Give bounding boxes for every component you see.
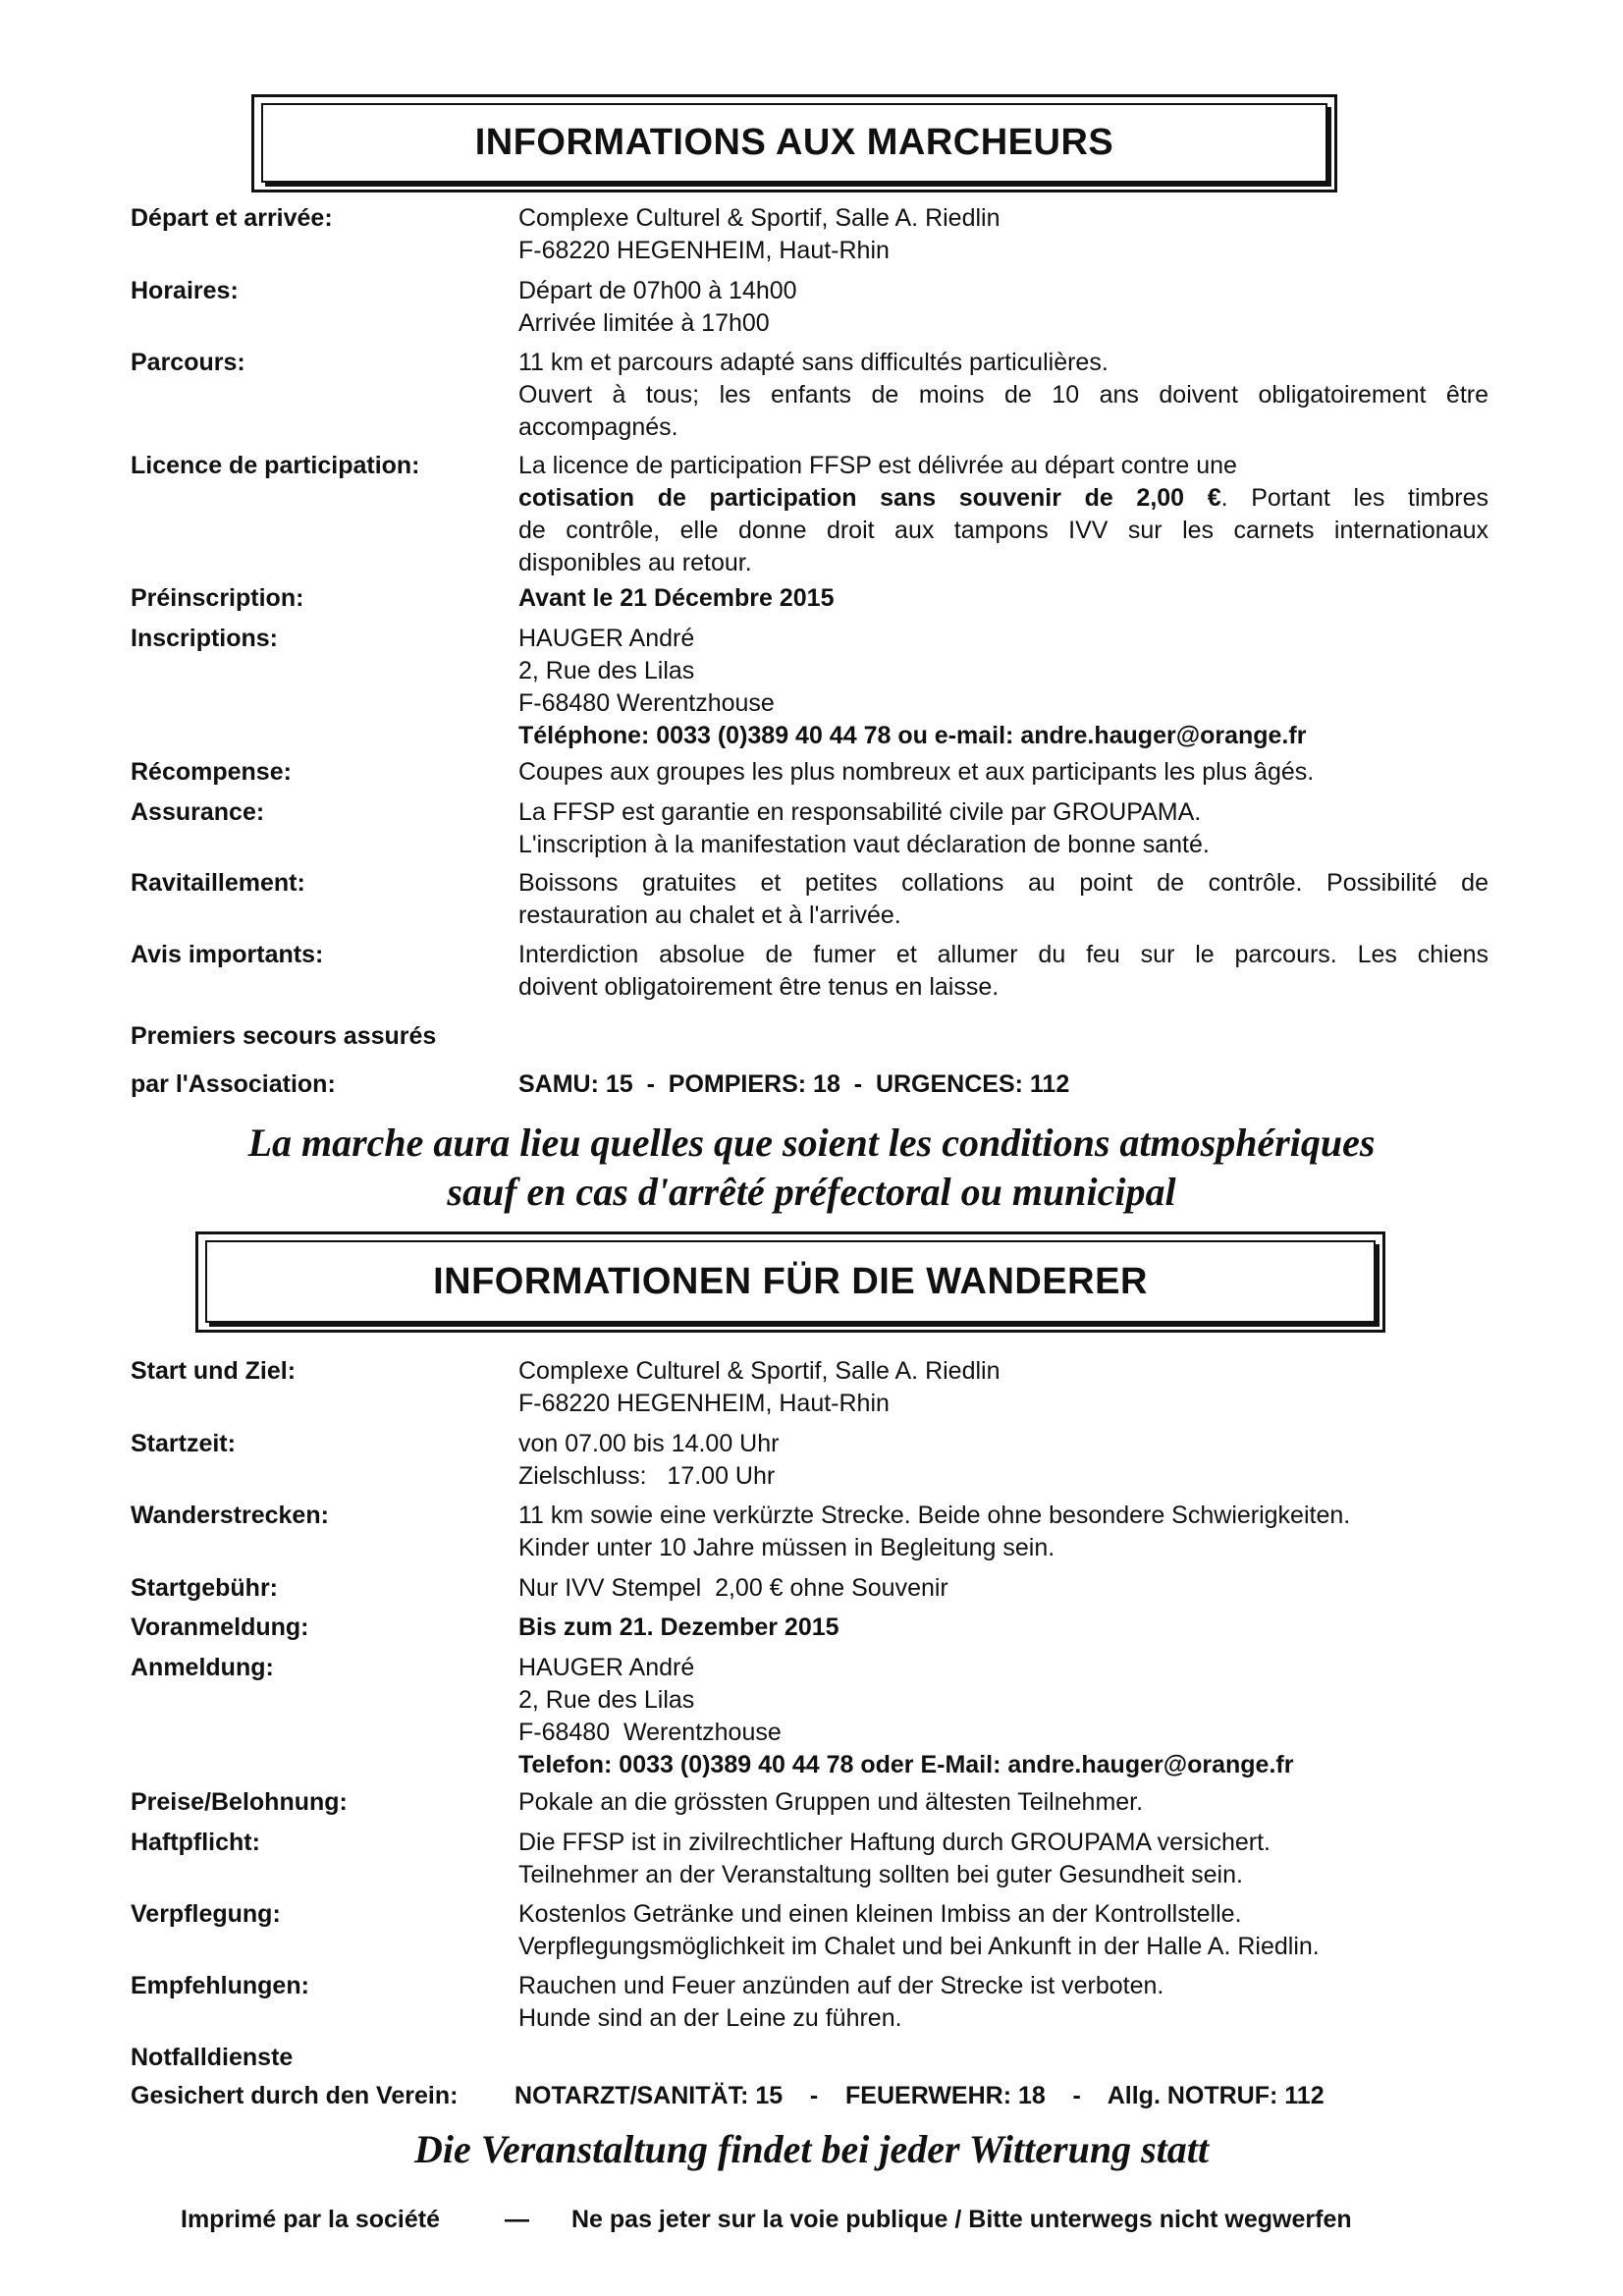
de-label-start: Start und Ziel: <box>131 1357 297 1385</box>
footer-printer: Imprimé par la société <box>181 2206 441 2233</box>
fr-label-horaires: Horaires: <box>131 277 239 304</box>
de-label-startgebuehr: Startgebühr: <box>131 1574 278 1602</box>
fr-value-recompense: Coupes aux groupes les plus nombreux et aux participants les plus âgés. <box>518 758 1315 786</box>
fr-title: INFORMATIONS AUX MARCHEURS <box>474 122 1114 163</box>
de-value-voranmeldung: Bis zum 21. Dezember 2015 <box>518 1613 839 1641</box>
fr-title-box <box>251 94 1337 192</box>
fr-value-ravitaillement: Boissons gratuites et petites collations au point de contrôle. Possibilité de restauration au chalet et à l'arrivée. <box>518 869 1488 929</box>
fr-value-horaires: Départ de 07h00 à 14h00 Arrivée limitée à 17h00 <box>518 277 797 337</box>
de-label-empfehlungen: Empfehlungen: <box>131 1972 309 1999</box>
de-emergency-numbers: NOTARZT/SANITÄT: 15 - FEUERWEHR: 18 - Allg. NOTRUF: 112 <box>514 2082 1325 2109</box>
fr-label-depart: Départ et arrivée: <box>131 204 333 232</box>
de-label-verpflegung: Verpflegung: <box>131 1900 281 1928</box>
de-value-startgebuehr: Nur IVV Stempel 2,00 € ohne Souvenir <box>518 1574 948 1602</box>
fr-value-inscriptions: HAUGER André 2, Rue des Lilas F-68480 Werentzhouse Téléphone: 0033 (0)389 40 44 78 ou e-mail: andre.hauger@orange.fr <box>518 625 1307 749</box>
de-emergency-label-1: Notfalldienste <box>131 2044 294 2071</box>
de-value-haftpflicht: Die FFSP ist in zivilrechtlicher Haftung durch GROUPAMA versichert. Teilnehmer an der Veranstaltung sollten bei guter Gesundheit sein. <box>518 1829 1271 1888</box>
de-value-wanderstrecken: 11 km sowie eine verkürzte Strecke. Beide ohne besondere Schwierigkeiten. Kinder unter 10 Jahre müssen in Begleitung sein. <box>518 1502 1351 1561</box>
de-title-box <box>195 1231 1385 1333</box>
de-motto: Die Veranstaltung findet bei jeder Witterung statt <box>414 2127 1209 2171</box>
fr-value-avis: Interdiction absolue de fumer et allumer du feu sur le parcours. Les chiens doivent obligatoirement être tenus en laisse. <box>518 941 1488 1001</box>
fr-label-licence: Licence de participation: <box>131 452 420 479</box>
fr-label-preinscription: Préinscription: <box>131 584 304 612</box>
fr-emergency-label-2: par l'Association: <box>131 1070 336 1098</box>
fr-value-depart: Complexe Culturel & Sportif, Salle A. Riedlin F-68220 HEGENHEIM, Haut-Rhin <box>518 204 1001 264</box>
de-value-startzeit: von 07.00 bis 14.00 Uhr Zielschluss: 17.00 Uhr <box>518 1430 780 1490</box>
fr-value-assurance: La FFSP est garantie en responsabilité civile par GROUPAMA. L'inscription à la manifestation vaut déclaration de bonne santé. <box>518 798 1210 858</box>
fr-label-parcours: Parcours: <box>131 349 245 376</box>
de-label-wanderstrecken: Wanderstrecken: <box>131 1502 329 1529</box>
fr-emergency-label-1: Premiers secours assurés <box>131 1022 437 1050</box>
de-value-anmeldung: HAUGER André 2, Rue des Lilas F-68480 Werentzhouse Telefon: 0033 (0)389 40 44 78 oder E-Mail: andre.hauger@orange.fr <box>518 1654 1294 1778</box>
de-label-anmeldung: Anmeldung: <box>131 1654 274 1681</box>
de-value-verpflegung: Kostenlos Getränke und einen kleinen Imbiss an der Kontrollstelle. Verpflegungsmöglichkeit im Chalet und bei Ankunft in der Halle A. Riedlin. <box>518 1900 1320 1960</box>
fr-motto-line-2: sauf en cas d'arrêté préfectoral ou municipal <box>447 1170 1176 1214</box>
fr-value-parcours: 11 km et parcours adapté sans difficultés particulières. Ouvert à tous; les enfants de moins de 10 ans doivent obligatoirement être accompagnés. <box>518 349 1488 441</box>
fr-label-ravitaillement: Ravitaillement: <box>131 869 305 897</box>
footer-notice: Ne pas jeter sur la voie publique / Bitte unterwegs nicht wegwerfen <box>571 2206 1352 2233</box>
fr-motto-line-1: La marche aura lieu quelles que soient les conditions atmosphériques <box>247 1121 1376 1165</box>
fr-label-inscriptions: Inscriptions: <box>131 625 279 652</box>
de-label-voranmeldung: Voranmeldung: <box>131 1613 309 1641</box>
fr-value-preinscription: Avant le 21 Décembre 2015 <box>518 584 835 612</box>
de-value-empfehlungen: Rauchen und Feuer anzünden auf der Strecke ist verboten. Hunde sind an der Leine zu führen. <box>518 1972 1164 2032</box>
de-label-startzeit: Startzeit: <box>131 1430 236 1457</box>
fr-label-recompense: Récompense: <box>131 758 292 786</box>
de-label-haftpflicht: Haftpflicht: <box>131 1829 260 1856</box>
de-label-preise: Preise/Belohnung: <box>131 1788 348 1816</box>
de-title: INFORMATIONEN FÜR DIE WANDERER <box>433 1260 1148 1302</box>
de-value-preise: Pokale an die grössten Gruppen und ältesten Teilnehmer. <box>518 1788 1144 1816</box>
de-emergency-label-2: Gesichert durch den Verein: <box>131 2082 459 2109</box>
fr-label-avis: Avis importants: <box>131 941 324 968</box>
fr-emergency-numbers: SAMU: 15 - POMPIERS: 18 - URGENCES: 112 <box>518 1070 1070 1098</box>
fr-value-licence: La licence de participation FFSP est délivrée au départ contre une cotisation de participation sans souvenir de 2,00 €. Portant les timbres de contrôle, elle donne droit aux tampons IVV sur les carnets internationaux disponibles au retour. <box>518 452 1488 576</box>
de-value-start: Complexe Culturel & Sportif, Salle A. Riedlin F-68220 HEGENHEIM, Haut-Rhin <box>518 1357 1001 1417</box>
footer-dash: — <box>505 2206 529 2233</box>
fr-label-assurance: Assurance: <box>131 798 265 826</box>
